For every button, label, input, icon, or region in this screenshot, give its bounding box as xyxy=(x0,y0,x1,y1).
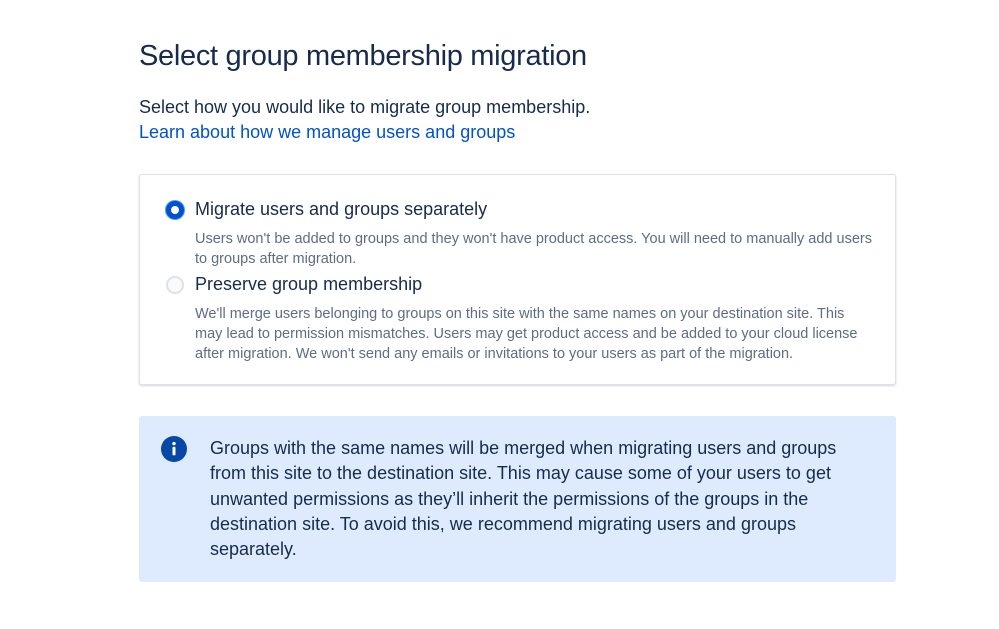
page-title: Select group membership migration xyxy=(139,40,587,72)
info-panel xyxy=(139,416,896,582)
radio-preserve-membership[interactable] xyxy=(166,276,184,294)
radio-migrate-separately[interactable] xyxy=(166,201,184,219)
info-icon xyxy=(161,436,187,462)
option-help-migrate-separately: Users won't be added to groups and they won't have product access. You will need to manually add users to groups after migration. xyxy=(195,231,872,267)
membership-options-card xyxy=(139,174,896,385)
option-label-migrate-separately[interactable]: Migrate users and groups separately xyxy=(195,199,488,219)
option-help-preserve-membership: We'll merge users belonging to groups on this site with the same names on your destination site. This may lead to permission mismatches. Users may get product access and be added to your cloud license after migration. We won't send any emails or invitations to your users as part of the migration. xyxy=(195,306,858,362)
option-label-preserve-membership[interactable]: Preserve group membership xyxy=(195,274,423,294)
page-description: Select how you would like to migrate group membership. xyxy=(139,97,591,117)
info-message: Groups with the same names will be merged when migrating users and groups from this site to the destination site. This may cause some of your users to get unwanted permissions as they’ll inherit the permissions of the groups in the destination site. To avoid this, we recommend migrating users and groups separately. xyxy=(210,438,837,560)
learn-more-link[interactable]: Learn about how we manage users and groups xyxy=(139,122,516,142)
